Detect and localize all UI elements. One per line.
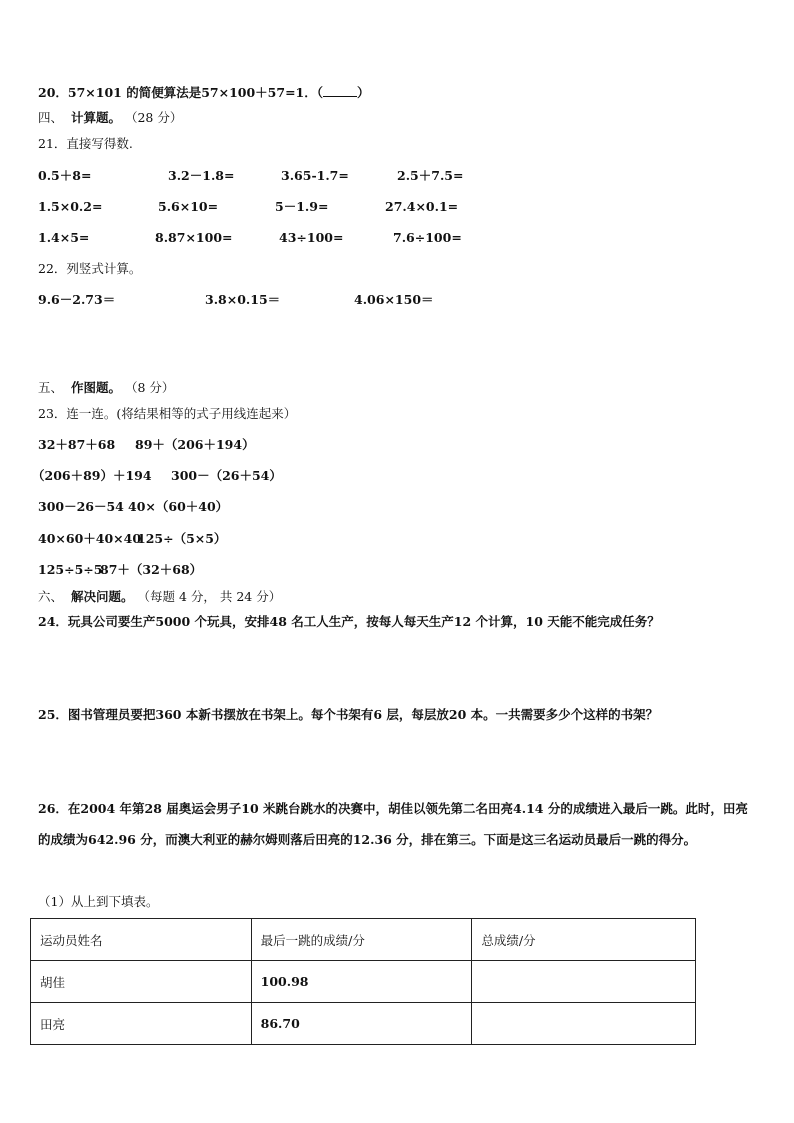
total-score-cell[interactable]: [472, 1003, 696, 1045]
section-6-title: 解决问题。: [70, 589, 134, 604]
q23-left[interactable]: 125÷5÷5: [38, 562, 103, 577]
answer-blank[interactable]: [323, 84, 357, 97]
q21-item: 5.6×10=: [158, 199, 219, 214]
q22-item: 9.6－2.73＝: [38, 292, 116, 307]
table-header-cell: 最后一跳的成绩/分: [251, 919, 472, 961]
last-jump-score-cell: 86.70: [251, 1003, 472, 1045]
q21-item: 0.5＋8=: [38, 168, 92, 183]
athlete-name-cell: 田亮: [31, 1003, 252, 1045]
q21-item: 3.65-1.7=: [281, 168, 349, 183]
q22-item: 4.06×150＝: [354, 292, 434, 307]
question-25: 25．图书管理员要把360 本新书摆放在书架上。每个书架有6 层，每层放20 本。一共需要多少个这样的书架？: [38, 707, 659, 722]
q23-right[interactable]: 125÷（5×5）: [137, 531, 227, 546]
q23-right[interactable]: 89＋（206＋194）: [135, 437, 255, 452]
q21-item: 27.4×0.1=: [385, 199, 459, 214]
q21-item: 43÷100=: [279, 230, 344, 245]
q21-item: 3.2－1.8=: [168, 168, 235, 183]
q21-item: 2.5＋7.5=: [397, 168, 464, 183]
q21-item: 1.5×0.2=: [38, 199, 103, 214]
total-score-cell[interactable]: [472, 961, 696, 1003]
section-6-score: （每题 4 分， 共 24 分）: [137, 589, 282, 604]
table-row: [31, 1003, 696, 1045]
question-23-title: 23．连一连。(将结果相等的式子用线连起来）: [38, 406, 297, 421]
question-20: [38, 84, 370, 101]
question-24: 24．玩具公司要生产5000 个玩具，安排48 名工人生产，按每人每天生产12 个计算，10 天能不能完成任务？: [38, 614, 660, 629]
question-20-close: ）: [357, 85, 370, 100]
table-header-cell: 总成绩/分: [472, 919, 696, 961]
section-4-heading: [38, 110, 182, 126]
q23-left[interactable]: 300－26－54: [38, 499, 124, 514]
section-5-label: 五、: [38, 380, 64, 395]
athlete-name-cell: 胡佳: [31, 961, 252, 1003]
section-6-label: 六、: [38, 589, 64, 604]
last-jump-score-cell: 100.98: [251, 961, 472, 1003]
question-26-sub1: （1）从上到下填表。: [38, 894, 159, 909]
section-5-title: 作图题。: [70, 380, 121, 395]
q23-left[interactable]: 32＋87＋68: [38, 437, 116, 452]
q21-item: 1.4×5=: [38, 230, 90, 245]
q23-left[interactable]: 40×60＋40×40: [38, 531, 142, 546]
section-6-heading: [38, 589, 281, 605]
q23-right[interactable]: 300－（26＋54）: [171, 468, 282, 483]
q21-item: 5－1.9=: [275, 199, 329, 214]
section-4-title: 计算题。: [70, 110, 121, 125]
section-4-score: （28 分）: [124, 110, 183, 125]
section-5-heading: [38, 380, 174, 396]
question-21-title: 21．直接写得数.: [38, 136, 133, 151]
q21-item: 7.6÷100=: [393, 230, 462, 245]
question-22-title: 22．列竖式计算。: [38, 261, 142, 276]
table-row: [31, 961, 696, 1003]
q23-right[interactable]: 40×（60＋40）: [128, 499, 229, 514]
table-header-cell: 运动员姓名: [31, 919, 252, 961]
question-20-text: 20．57×101 的简便算法是57×100＋57=1．（: [38, 85, 323, 100]
section-4-label: 四、: [38, 110, 64, 125]
table-header-row: [31, 919, 696, 961]
score-table: [30, 918, 696, 1045]
q23-left[interactable]: （206＋89）＋194: [32, 468, 152, 483]
section-5-score: （8 分）: [124, 380, 175, 395]
q22-item: 3.8×0.15＝: [205, 292, 281, 307]
q21-item: 8.87×100=: [155, 230, 233, 245]
q23-right[interactable]: 87＋（32＋68）: [100, 562, 203, 577]
question-26: 26．在2004 年第28 届奥运会男子10 米跳台跳水的决赛中，胡佳以领先第二名田亮4.14 分的成绩进入最后一跳。此时，田亮的成绩为642.96 分，而澳大利亚的赫尔姆则落后田亮的12.36 分，排在第三。下面是这三名运动员最后一跳的得分。: [38, 801, 748, 847]
